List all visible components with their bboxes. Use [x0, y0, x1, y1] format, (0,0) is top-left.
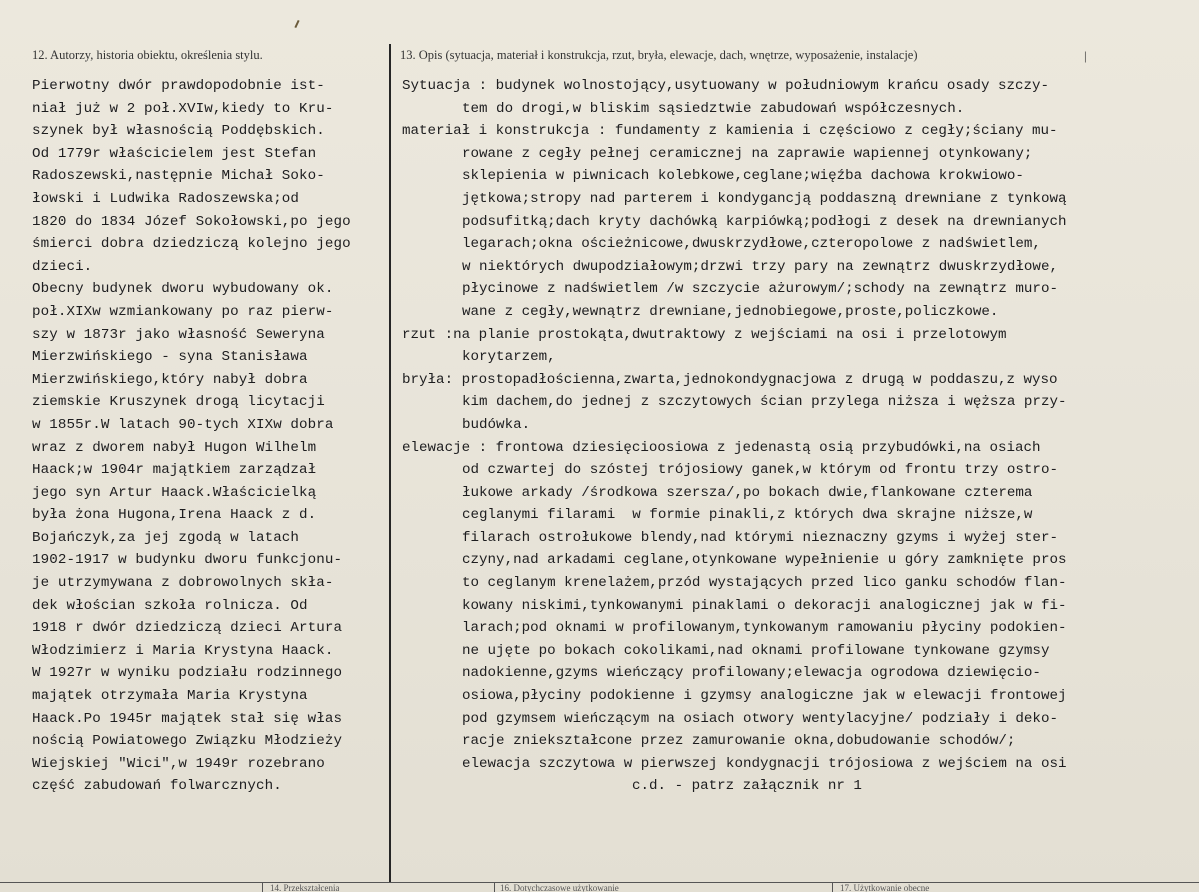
history-line: Bojańczyk,za jej zgodą w latach — [32, 529, 300, 546]
history-line: Mierzwińskiego - syna Stanisława — [32, 349, 308, 366]
description-line: to ceglanym krenelażem,przód wystających przed lico ganku schodów flan- — [462, 575, 1067, 592]
history-line: poł.XIXw wzmiankowany po raz pierw- — [32, 303, 334, 320]
description-line: rowane z cegły pełnej ceramicznej na zaprawie wapiennej otynkowany; — [462, 145, 1033, 162]
description-line: czyny,nad arkadami ceglane,otynkowane wypełnienie u góry zamknięte pros — [462, 552, 1067, 569]
history-line: w 1855r.W latach 90-tych XIXw dobra — [32, 416, 334, 433]
description-line: legarach;okna ościeżnicowe,dwuskrzydłowe,czteropolowe z nadświetlem, — [462, 236, 1041, 253]
description-line: ceglanymi filarami w formie pinakli,z których dwa skrajne niższe,w — [462, 507, 1033, 524]
history-text — [32, 75, 392, 798]
form-divider-2 — [494, 883, 495, 892]
description-line: racje zniekształcone przez zamurowanie okna,dobudowanie schodów/; — [462, 733, 1016, 750]
history-line: Haack;w 1904r majątkiem zarządzał — [32, 462, 317, 479]
left-section-header: 12. Autorzy, historia obiektu, określenia stylu. — [32, 48, 263, 62]
history-line: dzieci. — [32, 258, 93, 275]
history-line: Wiejskiej "Wici",w 1949r rozebrano — [32, 755, 325, 772]
description-line: jętkowa;stropy nad parterem i kondygancją poddaszną drewniane z tynkową — [462, 190, 1067, 207]
description-line: od czwartej do szóstej trójosiowy ganek,w którym od frontu trzy ostro- — [462, 462, 1058, 479]
history-line: jego syn Artur Haack.Właścicielką — [32, 484, 317, 501]
history-line: szynek był własnością Poddębskich. — [32, 123, 325, 140]
history-line: majątek otrzymała Maria Krystyna — [32, 688, 308, 705]
history-line: Radoszewski,następnie Michał Soko- — [32, 168, 325, 185]
description-line: filarach ostrołukowe blendy,nad którymi nieznaczny gzyms i wyżej ster- — [462, 529, 1058, 546]
right-section-header: 13. Opis (sytuacja, materiał i konstrukcja, rzut, bryła, elewacje, dach, wnętrze, wyposażenie, instalacje) — [400, 48, 918, 62]
description-line: korytarzem, — [462, 349, 556, 366]
description-line: budówka. — [462, 416, 531, 433]
description-line: pod gzymsem wieńczącym na osiach otwory wentylacyjne/ podziały i deko- — [462, 710, 1058, 727]
history-line: była żona Hugona,Irena Haack z d. — [32, 507, 317, 524]
history-line: ziemskie Kruszynek drogą licytacji — [32, 394, 325, 411]
description-line: łukowe arkady /środkowa szersza/,po bokach dwie,flankowane czterema — [462, 484, 1033, 501]
history-line: je utrzymywana z dobrowolnych skła- — [32, 575, 334, 592]
history-line: Mierzwińskiego,który nabył dobra — [32, 371, 308, 388]
history-line: Haack.Po 1945r majątek stał się włas — [32, 710, 343, 727]
description-text — [402, 75, 1199, 798]
footer-label-1: 14. Przekształcenia — [270, 883, 340, 892]
continuation-note: c.d. - patrz załącznik nr 1 — [632, 778, 862, 795]
footer-label-3: 17. Użytkowanie obecne — [840, 883, 930, 892]
history-line: Włodzimierz i Maria Krystyna Haack. — [32, 642, 334, 659]
description-line: kowany niskimi,tynkowanymi pinaklami o dekoracji analogicznej jak w fi- — [462, 597, 1067, 614]
history-line: 1902-1917 w budynku dworu funkcjonu- — [32, 552, 343, 569]
history-line: 1820 do 1834 Józef Sokołowski,po jego — [32, 213, 351, 230]
history-line: Pierwotny dwór prawdopodobnie ist- — [32, 78, 325, 94]
description-line: wane z cegły,wewnątrz drewniane,jednobiegowe,proste,policzkowe. — [462, 303, 999, 320]
description-line: kim dachem,do jednej z szczytowych ścian przylega niższa i węższa przy- — [462, 394, 1067, 411]
description-line: sklepienia w piwnicach kolebkowe,ceglane;więźba dachowa krokwiowo- — [462, 168, 1024, 185]
header-bracket-mark: | — [1084, 48, 1087, 63]
description-line: elewacje : frontowa dziesięcioosiowa z jedenastą osią przybudówki,na osiach — [402, 439, 1041, 456]
history-line: dek włościan szkoła rolnicza. Od — [32, 597, 308, 614]
form-divider-3 — [832, 883, 833, 892]
description-line: osiowa,płyciny podokienne i gzymsy analogiczne jak w elewacji frontowej — [462, 688, 1067, 705]
description-line: rzut :na planie prostokąta,dwutraktowy z wejściami na osi i przelotowym — [402, 326, 1007, 343]
description-line: podsufitką;dach kryty dachówką karpiówką;podłogi z desek na drewnianych — [462, 213, 1067, 230]
history-line: W 1927r w wyniku podziału rodzinnego — [32, 665, 343, 682]
history-line: Od 1779r właścicielem jest Stefan — [32, 145, 317, 162]
history-line: wraz z dworem nabył Hugon Wilhelm — [32, 439, 317, 456]
description-line: elewacja szczytowa w pierwszej kondygnacji trójosiowa z wejściem na osi — [462, 755, 1067, 772]
description-line: w niektórych dwupodziałowym;drzwi trzy pary na zewnątrz dwuskrzydłowe, — [462, 258, 1058, 275]
history-line: niał już w 2 poł.XVIw,kiedy to Kru- — [32, 100, 334, 117]
description-line: tem do drogi,w bliskim sąsiedztwie zabudowań współczesnych. — [462, 100, 965, 117]
history-line: nością Powiatowego Związku Młodzieży — [32, 733, 343, 750]
history-line: Obecny budynek dworu wybudowany ok. — [32, 281, 334, 298]
history-line: szy w 1873r jako własność Seweryna — [32, 326, 325, 343]
footer-label-2: 16. Dotychczasowe użytkowanie — [500, 883, 619, 892]
description-line: ne ujęte po bokach cokolikami,nad oknami profilowane tynkowane gzymsy — [462, 642, 1050, 659]
description-line: materiał i konstrukcja : fundamenty z kamienia i częściowo z cegły;ściany mu- — [402, 123, 1058, 140]
description-line: bryła: prostopadłościenna,zwarta,jednokondygnacjowa z drugą w poddaszu,z wyso — [402, 371, 1058, 388]
history-line: 1918 r dwór dziedziczą dzieci Artura — [32, 620, 343, 637]
form-divider-1 — [262, 883, 263, 892]
ink-mark — [294, 20, 299, 28]
history-line: śmierci dobra dziedziczą kolejno jego — [32, 236, 351, 253]
description-line: Sytuacja : budynek wolnostojący,usytuowany w południowym krańcu osady szczy- — [402, 78, 1050, 94]
history-line: łowski i Ludwika Radoszewska;od — [32, 190, 300, 207]
description-line: nadokienne,gzyms wieńczący profilowany;elewacja ogrodowa dziewięcio- — [462, 665, 1041, 682]
history-line: część zabudowań folwarcznych. — [32, 778, 282, 795]
description-line: larach;pod oknami w profilowanym,tynkowanym ramowaniu płyciny podokien- — [462, 620, 1067, 637]
description-line: płycinowe z nadświetlem /w szczycie ażurowym/;schody na zewnątrz muro- — [462, 281, 1058, 298]
